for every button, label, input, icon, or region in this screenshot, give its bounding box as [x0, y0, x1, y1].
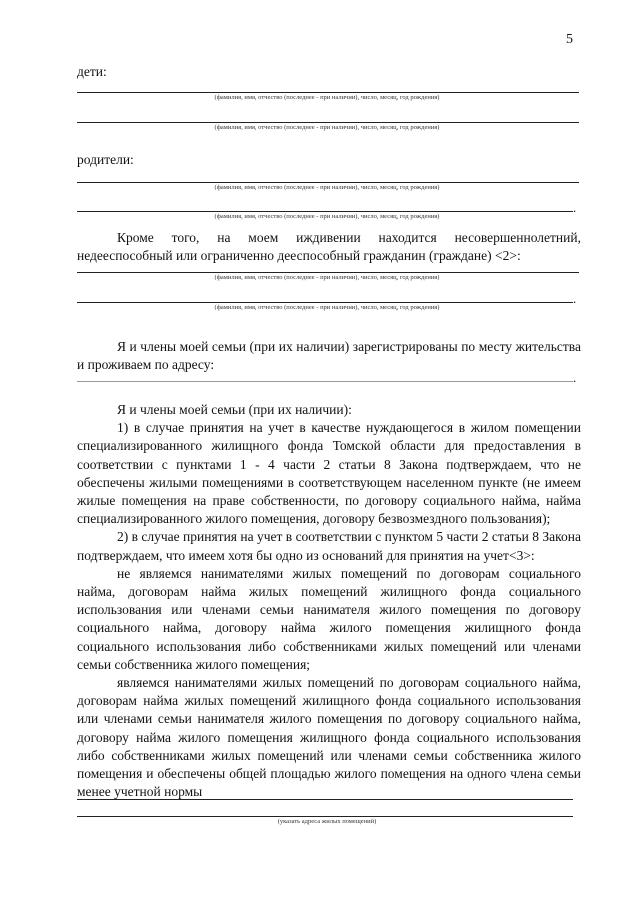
housing-address-caption: (указать адреса жилых помещений)	[277, 818, 377, 825]
child-1-line[interactable]	[77, 92, 579, 93]
item-2b-text: являемся нанимателями жилых помещений по договорам социального найма, договорам найма жилых помещений жилищного фонда социального использования или членами семьи нанимателя жилого помещения по договору социального найма, договору найма жилого помещения жилищного фонда социального использования либо собственниками жилых помещений или членами семьи собственника жилого помещения и обеспечены общей площадью жилого помещения на одного члена семьи менее учетной нормы	[77, 675, 581, 800]
child-1-caption: (фамилия, имя, отчество (последнее - при наличии), число, месяц, год рождения)	[214, 94, 440, 101]
housing-address-line-2[interactable]	[77, 816, 573, 817]
parents-label: родители:	[77, 152, 134, 167]
dependent-2-line[interactable]	[77, 302, 573, 303]
address-period: .	[573, 370, 577, 385]
dependent-1-line[interactable]	[77, 272, 579, 273]
item-2-text: 2) в случае принятия на учет в соответствии с пунктом 5 части 2 статьи 8 Закона подтверждаем, что имеем хотя бы одно из оснований для принятия на учет<3>:	[77, 529, 581, 563]
registered-paragraph	[77, 338, 581, 374]
child-2-caption: (фамилия, имя, отчество (последнее - при наличии), число, месяц, год рождения)	[214, 124, 440, 131]
children-label: дети:	[77, 64, 107, 79]
address-line[interactable]	[77, 381, 573, 382]
housing-address-line-1[interactable]	[77, 799, 573, 800]
parent-2-line[interactable]	[77, 211, 573, 212]
family-conditions-block	[77, 401, 581, 801]
parent-1-line[interactable]	[77, 182, 579, 183]
parent-2-caption: (фамилия, имя, отчество (последнее - при наличии), число, месяц, год рождения)	[214, 213, 440, 220]
parent-1-caption: (фамилия, имя, отчество (последнее - при наличии), число, месяц, год рождения)	[214, 184, 440, 191]
dependent-1-caption: (фамилия, имя, отчество (последнее - при наличии), число, месяц, год рождения)	[214, 274, 440, 281]
family-intro: Я и члены моей семьи (при их наличии):	[117, 402, 352, 417]
registered-text: Я и члены моей семьи (при их наличии) зарегистрированы по месту жительства и проживаем по адресу:	[77, 339, 581, 373]
item-1-text: 1) в случае принятия на учет в качестве нуждающегося в жилом помещении специализированного жилищного фонда Томской области для предоставления в соответствии с пунктами 1 - 4 части 2 статьи 8 Закона подтверждаем, что не обеспечены жилыми помещениями в соответствующем населенном пункте (не имеем жилые помещения на праве собственности, по договору социального найма, найма специализированного жилого помещения, договору безвозмездного пользования);	[77, 420, 581, 527]
parent-2-period: .	[573, 200, 577, 215]
dependents-paragraph	[77, 229, 581, 265]
page-number: 5	[566, 32, 573, 47]
dependent-2-caption: (фамилия, имя, отчество (последнее - при наличии), число, месяц, год рождения)	[214, 304, 440, 311]
dependents-text: Кроме того, на моем иждивении находится несовершеннолетний, недееспособный или ограниченно дееспособный гражданин (граждане) <2>:	[77, 230, 581, 264]
child-2-line[interactable]	[77, 122, 579, 123]
item-2a-text: не являемся нанимателями жилых помещений по договорам социального найма, договорам найма жилых помещений жилищного фонда социального использования или членами семьи нанимателя жилого помещения по договору социального найма, договору найма жилого помещения жилищного фонда социального использования либо собственниками жилых помещений или членами семьи собственника жилого помещения;	[77, 565, 581, 672]
dependent-2-period: .	[573, 291, 577, 306]
